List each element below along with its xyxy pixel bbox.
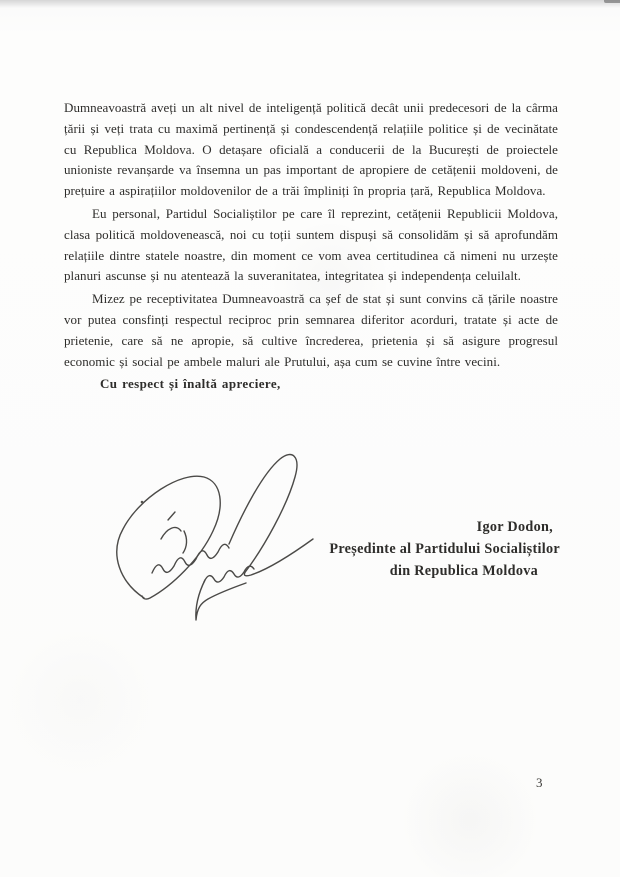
signatory-organization: din Republica Moldova <box>389 563 538 579</box>
page-number: 3 <box>536 775 543 790</box>
signatory-name: Igor Dodon, <box>476 519 553 535</box>
closing-salutation: Cu respect și înaltă apreciere, <box>100 376 281 392</box>
paragraph-2: Eu personal, Partidul Socialiștilor pe care îl reprezint, cetățenii Republicii Moldova, clasa politică moldovenească, noi cu toții suntem dispuși să consolidăm și să aprofundăm relațiile dintre statele noastre, din moment ce vom avea certitudinea că nimeni nu urzește planuri ascunse și nu atentează la suveranitatea, integritatea și independența celuilalt. <box>64 205 558 284</box>
scan-edge-artifact <box>0 0 620 8</box>
paragraph-1: Dumneavoastră aveți un alt nivel de inteligență politică decât unii predecesori de la cârma țării și veți trata cu maximă pertinență și condescendență relațiile politice și de vecinătate cu Republica Moldova. O detașare oficială a conducerii de la București de proiectele unioniste revanșarde va însemna un pas important de apropiere de cetățenii moldoveni, de prețuire a aspirațiilor moldovenilor de a trăi împliniți în propria țară, Republica Moldova. <box>64 100 558 199</box>
signatory-title: Președinte al Partidului Socialiștilor <box>329 541 560 557</box>
scan-corner-artifact <box>604 0 620 3</box>
letter-body <box>64 98 558 395</box>
paragraph-3: Mizez pe receptivitatea Dumneavoastră ca șef de stat și sunt convins că țările noastre vor putea consfinți respectul reciproc prin semnarea diferitor acorduri, tratate și acte de prietenie, care să ne apropie, să cultive încrederea, prietenia și să asigure progresul economic și social pe ambele maluri ale Prutului, așa cum se cuvine între vecini. <box>64 291 558 369</box>
signatory-block <box>270 516 560 582</box>
